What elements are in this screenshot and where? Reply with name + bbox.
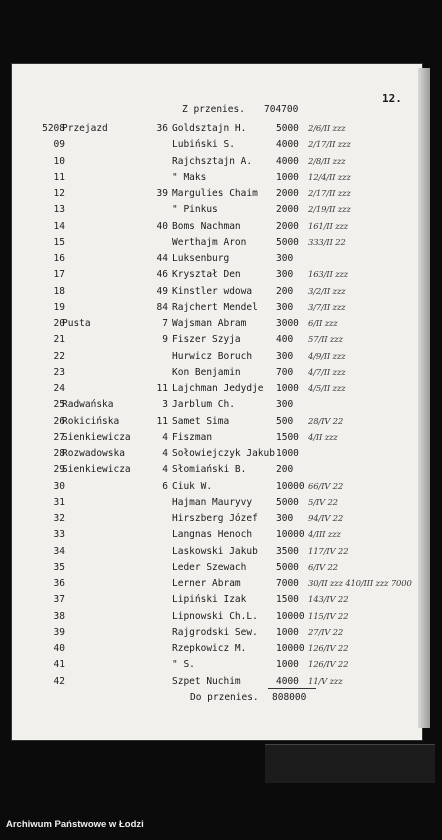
table-row xyxy=(12,219,422,235)
entry-number: 15 xyxy=(53,236,65,248)
amount: 500 xyxy=(276,415,294,427)
amount: 300 xyxy=(276,301,294,313)
handwritten-note: 3/7/II zzz xyxy=(308,302,346,313)
table-row xyxy=(12,349,422,365)
amount: 5000 xyxy=(276,496,299,508)
entry-number: 09 xyxy=(53,139,65,151)
table-row xyxy=(12,576,422,592)
entry-number: 28 xyxy=(53,448,65,459)
amount: 300 xyxy=(276,269,294,281)
house-number: 84 xyxy=(156,301,168,313)
street-name: Pusta xyxy=(62,318,91,329)
ledger-page xyxy=(12,64,422,740)
handwritten-note: 94/IV 22 xyxy=(308,514,344,524)
archive-label: Archiwum Państwowe w Łodzi xyxy=(6,819,144,830)
entry-number: 19 xyxy=(53,301,65,313)
handwritten-note: 163/II zzz xyxy=(308,270,348,281)
carry-out-label: Do przenies. xyxy=(190,692,259,703)
handwritten-note: 2/17/II zzz xyxy=(308,140,351,151)
entry-number: 17 xyxy=(53,269,65,281)
handwritten-note: 66/IV 22 xyxy=(308,481,344,492)
person-name: Kryształ Den xyxy=(172,269,241,281)
street-name: Radwańska xyxy=(62,399,114,411)
handwritten-note: 4/II zzz xyxy=(308,432,338,443)
amount: 4000 xyxy=(276,139,299,151)
table-row xyxy=(12,202,422,218)
entry-number: 25 xyxy=(53,399,65,411)
amount: 10000 xyxy=(276,643,305,654)
entry-number: 29 xyxy=(53,464,65,476)
person-name: Jarblum Ch. xyxy=(172,399,235,411)
table-row xyxy=(12,625,422,641)
person-name: Lipnowski Ch.L. xyxy=(172,610,258,622)
amount: 1500 xyxy=(276,431,299,443)
table-row xyxy=(12,430,422,446)
amount: 2000 xyxy=(276,220,299,232)
person-name: Goldsztajn H. xyxy=(172,123,247,134)
house-number: 39 xyxy=(156,188,168,199)
entry-number: 33 xyxy=(53,529,65,541)
table-row xyxy=(12,446,422,462)
amount: 1500 xyxy=(276,594,299,606)
person-name: Rajchert Mendel xyxy=(172,301,258,313)
table-row xyxy=(12,414,422,430)
handwritten-note: 333/II 22 xyxy=(308,237,346,248)
amount: 3500 xyxy=(276,545,299,557)
table-row xyxy=(12,284,422,300)
carry-in-line xyxy=(182,104,298,115)
street-name: Rozwadowska xyxy=(62,448,125,459)
entry-number: 21 xyxy=(53,334,65,346)
amount: 1000 xyxy=(276,448,299,459)
entry-number: 37 xyxy=(53,594,65,606)
handwritten-note: 4/III zzz xyxy=(308,530,341,541)
entry-number: 14 xyxy=(53,220,65,232)
entry-number: 20 xyxy=(53,318,65,329)
table-row xyxy=(12,527,422,543)
house-number: 3 xyxy=(162,399,168,411)
table-row xyxy=(12,170,422,186)
amount: 4000 xyxy=(276,155,299,167)
table-row xyxy=(12,544,422,560)
amount: 200 xyxy=(276,464,294,476)
entry-number: 12 xyxy=(53,188,65,199)
table-row xyxy=(12,251,422,267)
handwritten-note: 27/IV 22 xyxy=(308,627,344,638)
page-number: 12. xyxy=(382,92,402,105)
entry-number: 26 xyxy=(53,415,65,427)
handwritten-note: 6/IV 22 xyxy=(308,562,338,573)
paper-edge xyxy=(418,68,430,728)
handwritten-note: 4/7/II zzz xyxy=(308,367,346,378)
street-name: Przejazd xyxy=(62,123,108,134)
carry-out-value: 808000 xyxy=(272,692,307,703)
table-row xyxy=(12,674,422,690)
amount: 10000 xyxy=(276,610,305,622)
table-row xyxy=(12,332,422,348)
person-name: Fiszman xyxy=(172,431,213,443)
amount: 7000 xyxy=(276,578,299,589)
person-name: Rajgrodski Sew. xyxy=(172,626,258,638)
entry-number: 16 xyxy=(53,253,65,264)
entry-number: 13 xyxy=(53,204,65,216)
house-number: 4 xyxy=(162,431,168,443)
entry-number: 34 xyxy=(53,545,65,557)
table-row xyxy=(12,511,422,527)
table-row xyxy=(12,560,422,576)
amount: 1000 xyxy=(276,383,299,394)
street-name: Rokicińska xyxy=(62,415,120,427)
house-number: 46 xyxy=(156,269,168,281)
handwritten-note: 5/IV 22 xyxy=(308,497,338,508)
table-row xyxy=(12,316,422,332)
table-row xyxy=(12,137,422,153)
amount: 300 xyxy=(276,253,294,264)
person-name: Hajman Mauryvy xyxy=(172,496,253,508)
house-number: 9 xyxy=(162,334,168,346)
person-name: Hurwicz Boruch xyxy=(172,350,253,362)
house-number: 6 xyxy=(162,480,168,492)
entry-number: 24 xyxy=(53,383,65,394)
entry-number: 35 xyxy=(53,561,65,573)
person-name: Słomiański B. xyxy=(172,464,247,476)
handwritten-note: 2/6/II zzz xyxy=(308,124,346,134)
person-name: Leder Szewach xyxy=(172,561,247,573)
handwritten-note: 6/II zzz xyxy=(308,319,338,329)
person-name: Margulies Chaim xyxy=(172,188,258,199)
person-name: " Pinkus xyxy=(172,204,218,216)
entry-number: 18 xyxy=(53,285,65,297)
entry-number: 39 xyxy=(53,626,65,638)
amount: 400 xyxy=(276,334,294,346)
table-row xyxy=(12,121,422,137)
entry-number: 36 xyxy=(53,578,65,589)
person-name: Laskowski Jakub xyxy=(172,545,258,557)
house-number: 11 xyxy=(156,383,168,394)
table-row xyxy=(12,267,422,283)
handwritten-note: 2/17/II zzz xyxy=(308,189,351,199)
person-name: Lajchman Jedydje xyxy=(172,383,264,394)
handwritten-note: 57/II zzz xyxy=(308,335,343,346)
house-number: 44 xyxy=(156,253,168,264)
person-name: Luksenburg xyxy=(172,253,230,264)
carry-in-value: 704700 xyxy=(264,104,299,115)
entry-number: 23 xyxy=(53,366,65,378)
handwritten-note: 2/19/II zzz xyxy=(308,205,351,216)
person-name: Lubiński S. xyxy=(172,139,235,151)
house-number: 4 xyxy=(162,448,168,459)
scanner-strip xyxy=(265,744,435,783)
amount: 700 xyxy=(276,366,294,378)
entry-number: 22 xyxy=(53,350,65,362)
amount: 200 xyxy=(276,285,294,297)
person-name: Langnas Henoch xyxy=(172,529,253,541)
entry-number: 10 xyxy=(53,155,65,167)
handwritten-note: 11/V zzz xyxy=(308,676,343,687)
amount: 2000 xyxy=(276,204,299,216)
person-name: Rzepkowicz M. xyxy=(172,643,247,654)
handwritten-note: 3/2/II zzz xyxy=(308,286,346,297)
handwritten-note: 4/9/II zzz xyxy=(308,351,346,362)
table-row xyxy=(12,154,422,170)
handwritten-note: 161/II zzz xyxy=(308,221,348,232)
person-name: " S. xyxy=(172,659,195,671)
amount: 5000 xyxy=(276,561,299,573)
person-name: Lerner Abram xyxy=(172,578,241,589)
person-name: Lipiński Izak xyxy=(172,594,247,606)
amount: 1000 xyxy=(276,659,299,671)
street-name: Sienkiewicza xyxy=(62,464,131,476)
amount: 3000 xyxy=(276,318,299,329)
table-row xyxy=(12,592,422,608)
table-row xyxy=(12,365,422,381)
handwritten-note: 2/8/II zzz xyxy=(308,156,346,167)
table-row xyxy=(12,657,422,673)
table-row xyxy=(12,300,422,316)
handwritten-note: 12/4/II zzz xyxy=(308,172,351,183)
handwritten-note: 126/IV 22 xyxy=(308,660,349,671)
amount: 300 xyxy=(276,350,294,362)
person-name: Ciuk W. xyxy=(172,480,213,492)
handwritten-note: 143/IV 22 xyxy=(308,595,349,606)
handwritten-note: 28/IV 22 xyxy=(308,416,344,427)
table-row xyxy=(12,479,422,495)
handwritten-note: 115/IV 22 xyxy=(308,611,349,622)
house-number: 4 xyxy=(162,464,168,476)
person-name: Rajchsztajn A. xyxy=(172,155,253,167)
person-name: Szpet Nuchim xyxy=(172,675,241,687)
house-number: 40 xyxy=(156,220,168,232)
house-number: 36 xyxy=(156,123,168,134)
person-name: Boms Nachman xyxy=(172,220,241,232)
street-name: Sienkiewicza xyxy=(62,431,131,443)
amount: 10000 xyxy=(276,529,305,541)
entry-number: 38 xyxy=(53,610,65,622)
entry-number: 31 xyxy=(53,496,65,508)
entry-number: 11 xyxy=(53,171,65,183)
amount: 300 xyxy=(276,513,294,524)
entry-number: 30 xyxy=(53,480,65,492)
entry-number: 42 xyxy=(53,675,65,687)
entry-number: 5208 xyxy=(42,123,65,134)
person-name: Werthajm Aron xyxy=(172,236,247,248)
person-name: Kon Benjamin xyxy=(172,366,241,378)
amount: 5000 xyxy=(276,236,299,248)
handwritten-note: 30/II zzz 410/III zzz 7000 xyxy=(308,579,412,589)
person-name: Wajsman Abram xyxy=(172,318,247,329)
amount: 1000 xyxy=(276,171,299,183)
carry-out-line xyxy=(190,692,306,703)
amount: 2000 xyxy=(276,188,299,199)
amount: 4000 xyxy=(276,675,299,687)
entry-number: 41 xyxy=(53,659,65,671)
total-underline xyxy=(268,688,316,689)
amount: 300 xyxy=(276,399,294,411)
table-row xyxy=(12,381,422,397)
amount: 10000 xyxy=(276,480,305,492)
person-name: Sołowiejczyk Jakub xyxy=(172,448,275,459)
house-number: 7 xyxy=(162,318,168,329)
entry-number: 40 xyxy=(53,643,65,654)
table-row xyxy=(12,609,422,625)
house-number: 49 xyxy=(156,285,168,297)
entry-number: 32 xyxy=(53,513,65,524)
handwritten-note: 4/5/II zzz xyxy=(308,384,346,394)
person-name: Kinstler wdowa xyxy=(172,285,253,297)
amount: 5000 xyxy=(276,123,299,134)
table-row xyxy=(12,462,422,478)
table-row xyxy=(12,641,422,657)
table-row xyxy=(12,235,422,251)
table-row xyxy=(12,495,422,511)
house-number: 11 xyxy=(156,415,168,427)
handwritten-note: 117/IV 22 xyxy=(308,546,349,557)
table-row xyxy=(12,186,422,202)
person-name: Fiszer Szyja xyxy=(172,334,241,346)
person-name: Hirszberg Józef xyxy=(172,513,258,524)
amount: 1000 xyxy=(276,626,299,638)
table-row xyxy=(12,397,422,413)
entry-number: 27 xyxy=(53,431,65,443)
handwritten-note: 126/IV 22 xyxy=(308,644,349,654)
person-name: " Maks xyxy=(172,171,207,183)
person-name: Samet Sima xyxy=(172,415,230,427)
carry-in-label: Z przenies. xyxy=(182,104,245,115)
